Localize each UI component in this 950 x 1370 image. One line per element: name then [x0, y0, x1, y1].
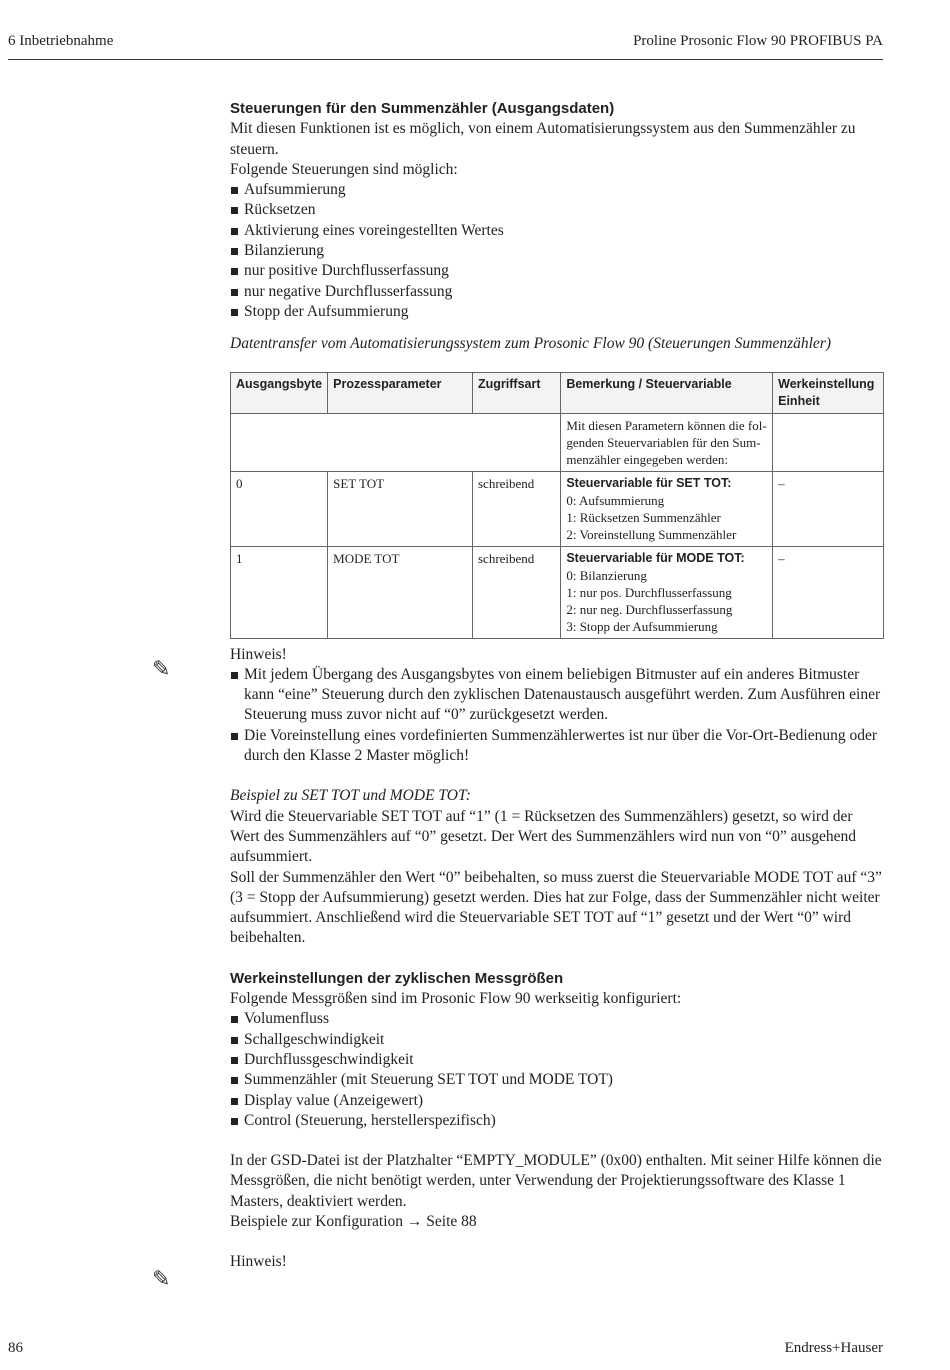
control-value: 2: Voreinstellung Summenzähler [566, 526, 737, 542]
table-caption: Datentransfer vom Automatisierungssystem zum Prosonic Flow 90 (Steuerungen Summenzähler) [230, 335, 831, 353]
list-item: Volumenfluss [230, 1009, 884, 1029]
note-label: Hinweis! [230, 645, 287, 663]
table-cell: 1 [231, 546, 328, 638]
control-value: 1: nur pos. Durchflusserfassung [566, 584, 732, 600]
table-cell: – [773, 471, 884, 546]
brand-name: Endress+Hauser [784, 1340, 883, 1356]
control-table [230, 372, 884, 639]
control-value: 3: Stopp der Aufsummierung [566, 618, 718, 634]
table-cell [561, 471, 773, 546]
pencil-icon: ✎ [152, 1267, 171, 1292]
main-content [230, 99, 884, 1273]
section-heading: Werkeinstellungen der zyklischen Messgrößen [230, 969, 564, 987]
pencil-icon: ✎ [152, 657, 171, 682]
table-cell: 0 [231, 471, 328, 546]
control-variable-title: Steuervariable für SET TOT: [566, 475, 732, 490]
control-value: 0: Bilanzierung [566, 567, 647, 583]
table-row [231, 546, 884, 638]
list-item: Aktivierung eines voreingestellten Wertes [230, 221, 884, 241]
list-item: Control (Steuerung, herstellerspezifisch) [230, 1111, 884, 1131]
list-item: Aufsummierung [230, 180, 884, 200]
controls-list [230, 180, 884, 322]
table-cell: MODE TOT [328, 546, 473, 638]
table-cell: Mit diesen Parametern können die fol-genden Steuervariablen für den Sum-menzähler eingegeben werden: [561, 413, 773, 471]
chapter-title: 6 Inbetriebnahme [8, 33, 114, 49]
column-header: Zugriffsart [473, 372, 561, 413]
list-intro: Folgende Steuerungen sind möglich: [230, 160, 458, 178]
list-item: Die Voreinstellung eines vordefinierten Summenzählerwertes ist nur über die Vor-Ort-Bedienung oder durch den Klasse 2 Master möglich! [230, 726, 884, 767]
note-list [230, 665, 884, 766]
list-item: Bilanzierung [230, 241, 884, 261]
section-heading: Steuerungen für den Summenzähler (Ausgangsdaten) [230, 100, 615, 117]
table-cell: – [773, 546, 884, 638]
section-intro: Folgende Messgrößen sind im Prosonic Flow 90 werkseitig konfiguriert: [230, 990, 682, 1008]
list-item: Durchflussgeschwindigkeit [230, 1050, 884, 1070]
table-cell: schreibend [473, 471, 561, 546]
page-header [8, 33, 883, 60]
page-reference-link[interactable]: Beispiele zur Konfiguration → Seite 88 [230, 1212, 477, 1230]
gsd-paragraph: In der GSD-Datei ist der Platzhalter “EMPTY_MODULE” (0x00) enthalten. Mit seiner Hilfe können die Messgrößen, die nicht benötigt werden, unter Verwendung der Projektierungssoftware des Klasse 1 Masters, deaktiviert werden. [230, 1152, 882, 1210]
list-item: Stopp der Aufsummierung [230, 302, 884, 322]
column-header: Prozessparameter [328, 372, 473, 413]
table-cell: schreibend [473, 546, 561, 638]
list-item: Mit jedem Übergang des Ausgangsbytes von einem beliebigen Bitmuster auf ein anderes Bitmuster kann “eine” Steuerung durch den zyklischen Datenaustausch ausgeführt werden. Zum Ausführen einer Steuerung muss zuvor nicht auf “0” zurückgesetzt werden. [230, 665, 884, 726]
column-header: Ausgangsbyte [231, 372, 328, 413]
control-value: 1: Rücksetzen Summenzähler [566, 509, 721, 525]
table-cell [561, 546, 773, 638]
measurands-list [230, 1009, 884, 1131]
list-item: Schallgeschwindigkeit [230, 1030, 884, 1050]
example-paragraph: Wird die Steuervariable SET TOT auf “1” (1 = Rücksetzen des Summenzählers) gesetzt, so wird der Wert des Summenzählers auf “0” gesetzt. Der Wert des Summenzählers wird nun von “0” ausgehend aufsummiert. [230, 807, 857, 866]
table-row [231, 413, 884, 471]
list-item: Rücksetzen [230, 200, 884, 220]
example-paragraph: Soll der Summenzähler den Wert “0” beibehalten, so muss zuerst die Steuervariable MODE TOT auf “3” (3 = Stopp der Aufsummierung) gesetzt werden. Dies hat zur Folge, dass der Summenzähler nicht weiter aufsummiert. Anschließend wird die Steuervariable SET TOT auf “1” gesetzt und der Wert “0” wird beibehalten. [230, 868, 882, 947]
note-label: Hinweis! [230, 1253, 287, 1271]
example-title: Beispiel zu SET TOT und MODE TOT: [230, 787, 471, 805]
list-item: nur negative Durchflusserfassung [230, 282, 884, 302]
control-variable-title: Steuervariable für MODE TOT: [566, 550, 745, 565]
control-value: 0: Aufsummierung [566, 492, 665, 508]
list-item: nur positive Durchflusserfassung [230, 261, 884, 281]
list-item: Display value (Anzeigewert) [230, 1091, 884, 1111]
control-value: 2: nur neg. Durchflusserfassung [566, 601, 733, 617]
table-header-row [231, 372, 884, 413]
section-intro: Mit diesen Funktionen ist es möglich, von einem Automatisierungssystem aus den Summenzähler zu steuern. [230, 120, 856, 158]
table-row [231, 471, 884, 546]
column-header: Werkeinstellung Einheit [773, 372, 884, 413]
page-number: 86 [8, 1340, 23, 1356]
list-item: Summenzähler (mit Steuerung SET TOT und MODE TOT) [230, 1070, 884, 1090]
table-cell: SET TOT [328, 471, 473, 546]
column-header: Bemerkung / Steuervariable [561, 372, 773, 413]
product-title: Proline Prosonic Flow 90 PROFIBUS PA [633, 33, 883, 49]
